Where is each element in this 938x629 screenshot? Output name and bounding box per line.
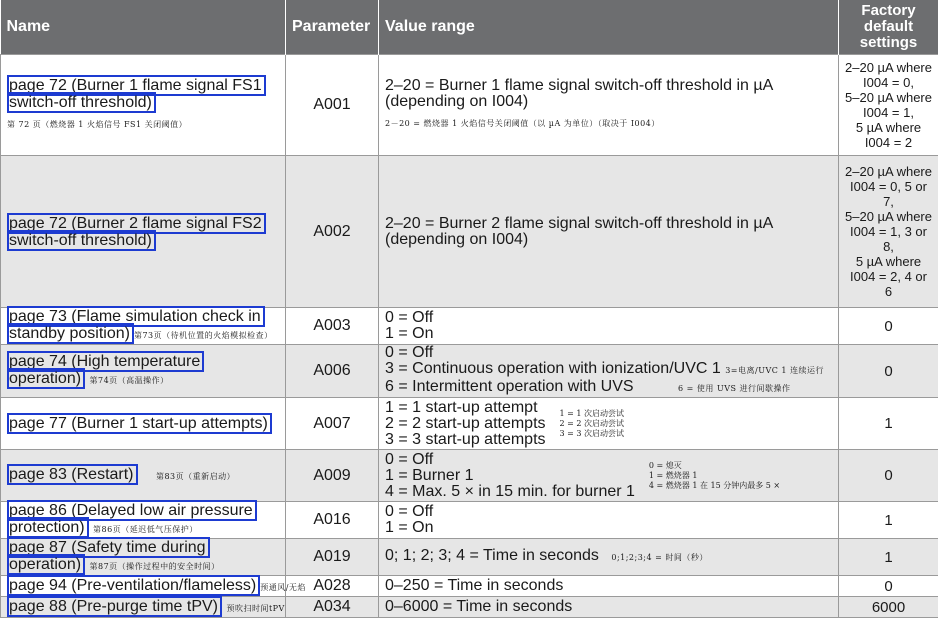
table-row [1,450,938,502]
factory-cell: 6000 [839,597,938,618]
page-link[interactable]: page 88 (Pre-purge time tPV) [7,596,222,617]
name-cell: page 88 (Pre-purge time tPV) 预吹扫时间tPV [1,597,286,618]
table-row [1,502,938,539]
factory-cell: 0 [839,576,938,597]
parameter-cell: A002 [286,156,379,308]
factory-cell: 1 [839,539,938,576]
page-link[interactable]: page 73 (Flame simulation check in standby position) [7,306,265,344]
value-cell: 0–6000 = Time in seconds [379,597,839,618]
parameter-cell: A019 [286,539,379,576]
parameter-cell: A007 [286,398,379,450]
header-parameter: Parameter [286,0,379,55]
table-row [1,156,938,308]
name-cell: page 74 (High temperature operation) 第74页（高温操作） [1,345,286,398]
page-link[interactable]: page 72 (Burner 2 flame signal FS2 switch-off threshold) [7,213,266,251]
name-cell: page 83 (Restart) 第83页（重新启动） [1,450,286,502]
page-link[interactable]: page 83 (Restart) [7,464,138,485]
name-cell [1,156,286,308]
parameter-cell: A006 [286,345,379,398]
name-cell: page 94 (Pre-ventilation/flameless) 预通风/无焰 [1,576,286,597]
factory-cell: 0 [839,345,938,398]
value-cell: 2–20 = Burner 1 flame signal switch-off threshold in µA (depending on I004) 2－20 = 燃烧器 1 火焰信号关闭阈值（以 µA 为单位）（取决于 I004） [379,55,839,156]
header-value-range: Value range [379,0,839,55]
table-row [1,539,938,576]
factory-cell: 0 [839,450,938,502]
name-cell: page 73 (Flame simulation check in standby position) 第73页（待机位置的火焰模拟检查） [1,308,286,345]
table-row [1,345,938,398]
parameter-cell: A034 [286,597,379,618]
header-name: Name [1,0,286,55]
page-link[interactable]: page 94 (Pre-ventilation/flameless) [7,575,260,596]
table-row [1,597,938,618]
value-cell: 0–250 = Time in seconds [379,576,839,597]
value-cell: 0; 1; 2; 3; 4 = Time in seconds 0;1;2;3;4 = 时间（秒） [379,539,839,576]
page-link[interactable]: page 87 (Safety time during operation) [7,537,210,575]
name-cell: page 72 (Burner 1 flame signal FS1 switch-off threshold) 第 72 页（燃烧器 1 火焰信号 FS1 关闭阈值） [1,55,286,156]
parameter-cell: A009 [286,450,379,502]
value-cell: 0 = Off 1 = On [379,502,839,539]
name-cell [1,398,286,450]
header-factory: Factory default settings [839,0,938,55]
page-link[interactable]: page 77 (Burner 1 start-up attempts) [7,413,272,434]
factory-cell: 1 [839,398,938,450]
page-link[interactable]: page 72 (Burner 1 flame signal FS1 switch-off threshold) [7,75,266,113]
factory-cell: 2–20 µA where I004 = 0, 5 or 7, 5–20 µA where I004 = 1, 3 or 8, 5 µA where I004 = 2, 4 or 6 [839,156,938,308]
value-cell: 0 = Off 3 = Continuous operation with ionization/UVC 1 3=电离/UVC 1 连续运行 6 = Intermittent operation with UVS 6 = 使用 UVS 进行间歇操作 [379,345,839,398]
value-cell: 1 = 1 start-up attempt 2 = 2 start-up attempts 3 = 3 start-up attempts 1 = 1 次启动尝试 2 = 2 次启动尝试 3 = 3 次启动尝试 [379,398,839,450]
parameter-cell: A028 [286,576,379,597]
factory-cell: 0 [839,308,938,345]
parameter-cell: A001 [286,55,379,156]
page-link[interactable]: page 74 (High temperature operation) [7,351,204,389]
table-row [1,398,938,450]
factory-cell: 1 [839,502,938,539]
table-row [1,55,938,156]
name-cell: page 87 (Safety time during operation) 第87页（操作过程中的安全时间） [1,539,286,576]
name-cell: page 86 (Delayed low air pressure protection) 第86页（延迟低气压保护） [1,502,286,539]
factory-cell: 2–20 µA where I004 = 0, 5–20 µA where I004 = 1, 5 µA where I004 = 2 [839,55,938,156]
table-row [1,308,938,345]
parameter-cell: A016 [286,502,379,539]
parameter-cell: A003 [286,308,379,345]
header-row [1,0,938,55]
table-row [1,576,938,597]
value-cell: 2–20 = Burner 2 flame signal switch-off threshold in µA (depending on I004) [379,156,839,308]
page-link[interactable]: page 86 (Delayed low air pressure protection) [7,500,257,538]
value-cell: 0 = Off 1 = Burner 1 4 = Max. 5 × in 15 min. for burner 1 0 = 熄灭 1 = 燃烧器 1 4 = 燃烧器 1 在 15 分钟内最多 5 × [379,450,839,502]
value-cell: 0 = Off 1 = On [379,308,839,345]
